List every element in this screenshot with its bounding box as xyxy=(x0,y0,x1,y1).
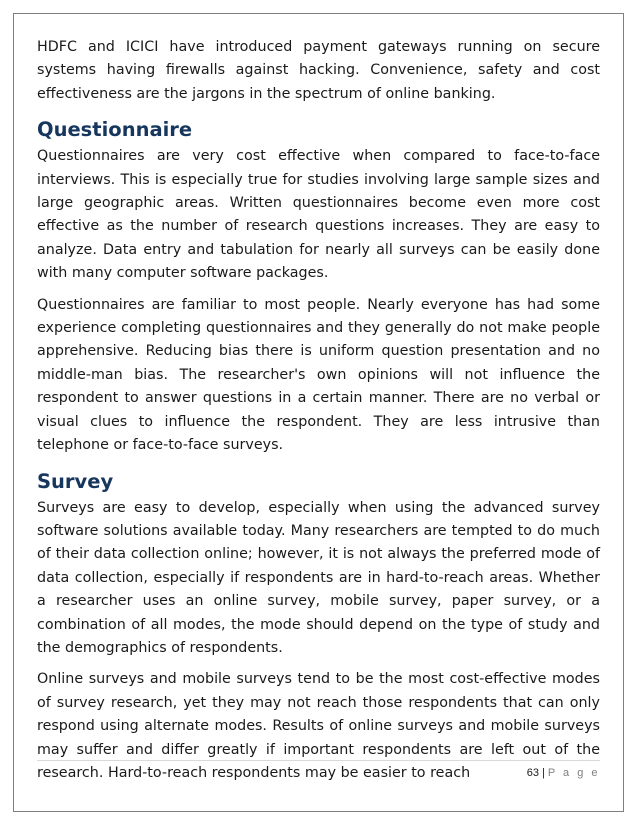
questionnaire-paragraph-1: Questionnaires are very cost effective when compared to face-to-face interviews. This is especially true for studies involving large sample sizes and large geographic areas. Written questionnaires become even more cost effective as the number of research questions increases. They are easy to analyze. Data entry and tabulation for nearly all surveys can be easily done with many computer software packages. xyxy=(37,148,600,282)
document-body xyxy=(37,36,600,793)
questionnaire-paragraph-2: Questionnaires are familiar to most people. Nearly everyone has had some experience completing questionnaires and they generally do not make people apprehensive. Reducing bias there is uniform question presentation and no middle-man bias. The researcher's own opinions will not influence the respondent to answer questions in a certain manner. There are no verbal or visual clues to influence the respondent. They are less intrusive than telephone or face-to-face surveys. xyxy=(37,296,600,454)
footer-separator: | xyxy=(541,767,545,779)
page-label: P a g e xyxy=(547,767,600,779)
intro-paragraph: HDFC and ICICI have introduced payment gateways running on secure systems having firewalls against hacking. Convenience, safety and cost effectiveness are the jargons in the spectrum of online banking. xyxy=(37,39,600,102)
section-heading-survey: Survey xyxy=(37,469,114,493)
survey-paragraph-1: Surveys are easy to develop, especially when using the advanced survey software solutions available today. Many researchers are tempted to do much of their data collection online; however, it is not always the preferred mode of data collection, especially if respondents are in hard-to-reach areas. Whether a researcher uses an online survey, mobile survey, paper survey, or a combination of all modes, the mode should depend on the type of study and the demographics of respondents. xyxy=(37,499,600,656)
page-footer xyxy=(37,760,600,779)
section-heading-questionnaire: Questionnaire xyxy=(37,118,193,142)
survey-paragraph-2: Online surveys and mobile surveys tend to be the most cost-effective modes of survey research, yet they may not reach those respondents that can only respond using alternate modes. Results of online surveys and mobile surveys may suffer and differ greatly if important respondents are left out of the research. Hard-to-reach respondents may be easier to reach xyxy=(37,671,600,781)
page-number: 63 xyxy=(526,767,539,779)
